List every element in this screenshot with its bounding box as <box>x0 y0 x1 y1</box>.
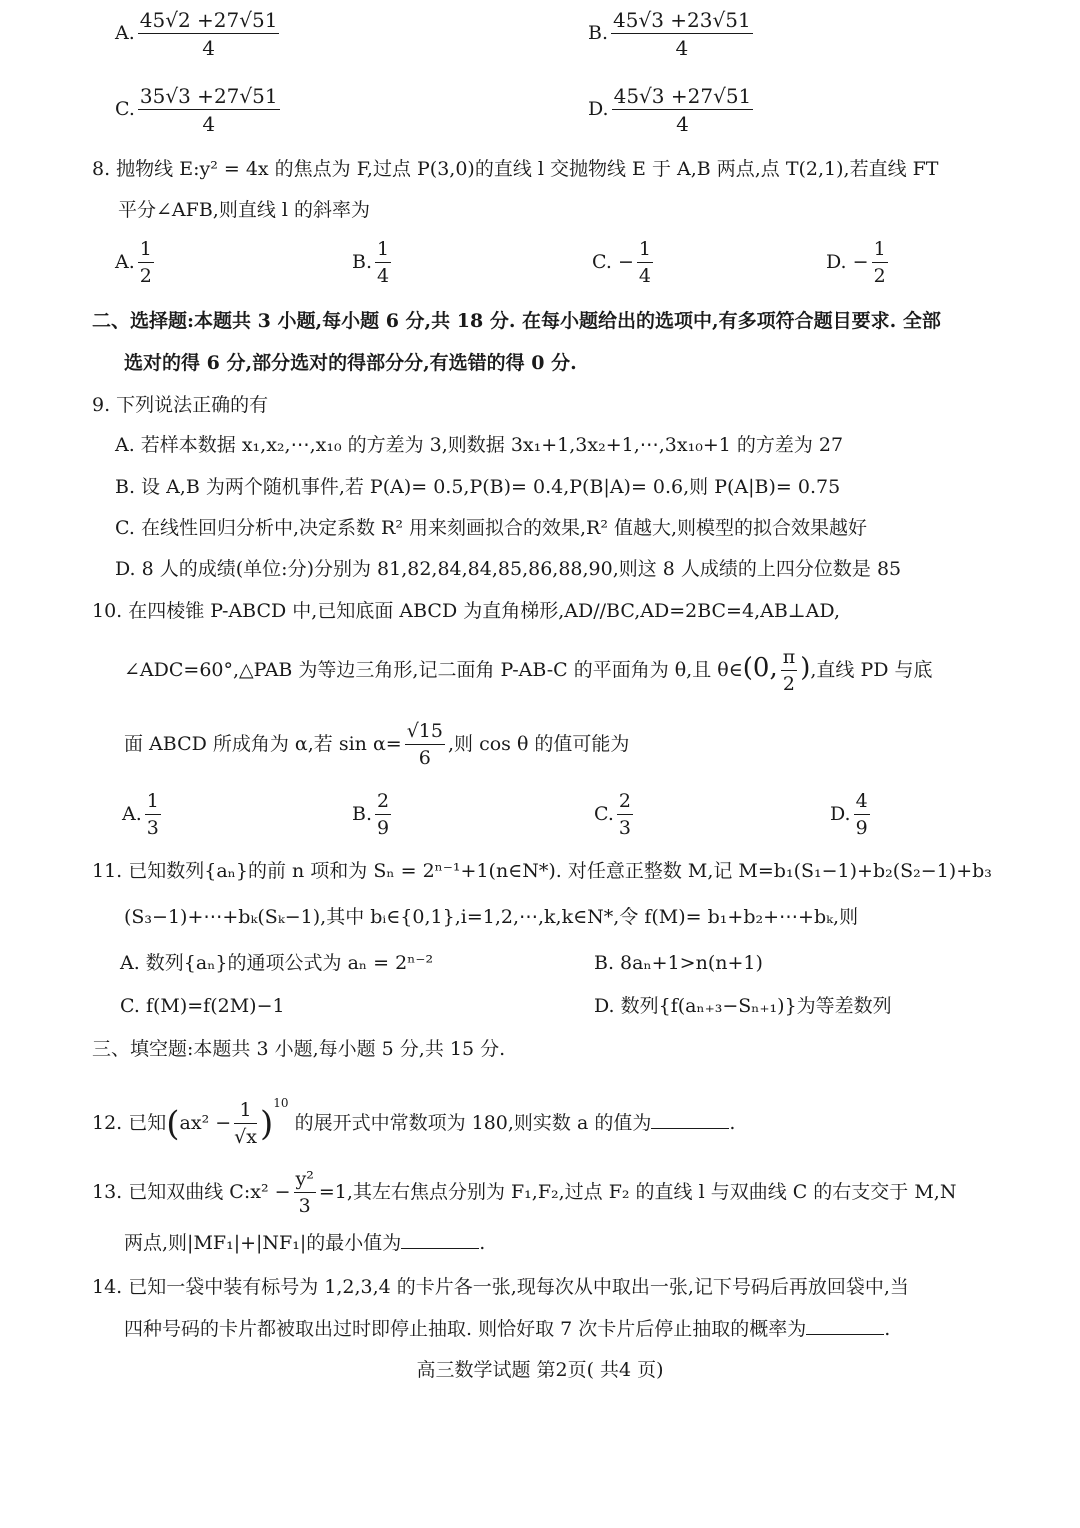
q10-stem-line1: 10. 在四棱锥 P-ABCD 中,已知底面 ABCD 为直角梯形,AD//BC,AD=2BC=4,AB⊥AD, <box>92 600 840 622</box>
q8-option-b: B. $\frac{1}{4}$ <box>352 238 390 287</box>
q9-option-a: A. 若样本数据 x₁,x₂,⋯,x₁₀ 的方差为 3,则数据 3x₁+1,3x₂+1,⋯,3x₁₀+1 的方差为 27 <box>115 434 844 456</box>
q7-option-c: C. $\frac{35√3 +27√51}{4}$ <box>115 84 278 136</box>
q11-option-d: D. 数列{f(aₙ₊₃−Sₙ₊₁)}为等差数列 <box>594 995 892 1017</box>
q8-stem-line2: 平分∠AFB,则直线 l 的斜率为 <box>118 199 370 221</box>
section2-heading-line2: 选对的得 6 分,部分选对的得部分分,有选错的得 0 分. <box>124 352 577 374</box>
q14-answer-blank <box>806 1316 884 1335</box>
q8-option-d: D. − $\frac{1}{2}$ <box>826 238 886 287</box>
q10-option-c: C. $\frac{2}{3}$ <box>594 790 631 839</box>
q8-option-a: A. $\frac{1}{2}$ <box>115 238 152 287</box>
q9-option-b: B. 设 A,B 为两个随机事件,若 P(A)= 0.5,P(B)= 0.4,P(B|A)= 0.6,则 P(A|B)= 0.75 <box>115 476 841 498</box>
q13-stem-line1: 13. 已知双曲线 C:x² − $\frac{\text{y²}}{3}$ =1,其左右焦点分别为 F₁,F₂,过点 F₂ 的直线 l 与双曲线 C 的右支交于 M,N <box>92 1168 957 1217</box>
q7-option-b: B. $\frac{45√3 +23√51}{4}$ <box>588 8 751 60</box>
q11-option-c: C. f(M)=f(2M)−1 <box>120 995 285 1017</box>
q11-stem-line2: (S₃−1)+⋯+bₖ(Sₖ−1),其中 bᵢ∈{0,1},i=1,2,⋯,k,k∈N*,令 f(M)= b₁+b₂+⋯+bₖ,则 <box>124 906 859 928</box>
q11-stem-line1: 11. 已知数列{aₙ}的前 n 项和为 Sₙ = 2ⁿ⁻¹+1(n∈N*). 对任意正整数 M,记 M=b₁(S₁−1)+b₂(S₂−1)+b₃ <box>92 860 992 882</box>
q14-stem-line1: 14. 已知一袋中装有标号为 1,2,3,4 的卡片各一张,现每次从中取出一张,记下号码后再放回袋中,当 <box>92 1276 909 1298</box>
q9-stem: 9. 下列说法正确的有 <box>92 394 269 416</box>
section2-heading-line1: 二、选择题:本题共 3 小题,每小题 6 分,共 18 分. 在每小题给出的选项中,有多项符合题目要求. 全部 <box>92 310 941 332</box>
q11-option-b: B. 8aₙ+1>n(n+1) <box>594 952 763 974</box>
q9-option-d: D. 8 人的成绩(单位:分)分别为 81,82,84,84,85,86,88,90,则这 8 人成绩的上四分位数是 85 <box>115 558 902 580</box>
q14-stem-line2: 四种号码的卡片都被取出过时即停止抽取. 则恰好取 7 次卡片后停止抽取的概率为 . <box>124 1318 891 1340</box>
q13-stem-line2: 两点,则|MF₁|+|NF₁|的最小值为 . <box>124 1232 486 1254</box>
section3-heading: 三、填空题:本题共 3 小题,每小题 5 分,共 15 分. <box>92 1038 506 1060</box>
page-footer: 高三数学试题 第2页( 共4 页) <box>416 1359 664 1381</box>
q9-option-c: C. 在线性回归分析中,决定系数 R² 用来刻画拟合的效果,R² 值越大,则模型的拟合效果越好 <box>115 517 868 539</box>
q12-answer-blank <box>651 1110 729 1129</box>
q7-option-a: A. $\frac{45√2 +27√51}{4}$ <box>115 8 278 60</box>
q7-option-d: D. $\frac{45√3 +27√51}{4}$ <box>588 84 752 136</box>
q10-stem-line3: 面 ABCD 所成角为 α,若 sin α= $\frac{√15}{6}$ ,则 cos θ 的值可能为 <box>124 720 630 769</box>
q10-stem-line2: ∠ADC=60°,△PAB 为等边三角形,记二面角 P-AB-C 的平面角为 θ,且 θ∈(0, $\frac{\pi}{2}$ ),直线 PD 与底 <box>124 646 933 695</box>
q11-option-a: A. 数列{aₙ}的通项公式为 aₙ = 2ⁿ⁻² <box>120 952 434 974</box>
q12-stem: 12. 已知(ax² − $\frac{1}{√x}$ )$^{10}$ 的展开式中常数项为 180,则实数 a 的值为 . <box>92 1096 736 1148</box>
q8-stem-line1: 8. 抛物线 E:y² = 4x 的焦点为 F,过点 P(3,0)的直线 l 交抛物线 E 于 A,B 两点,点 T(2,1),若直线 FT <box>92 158 939 180</box>
q8-option-c: C. − $\frac{1}{4}$ <box>592 238 651 287</box>
q10-option-a: A. $\frac{1}{3}$ <box>122 790 159 839</box>
q10-option-b: B. $\frac{2}{9}$ <box>352 790 390 839</box>
q10-option-d: D. $\frac{4}{9}$ <box>830 790 868 839</box>
q13-answer-blank <box>401 1230 479 1249</box>
